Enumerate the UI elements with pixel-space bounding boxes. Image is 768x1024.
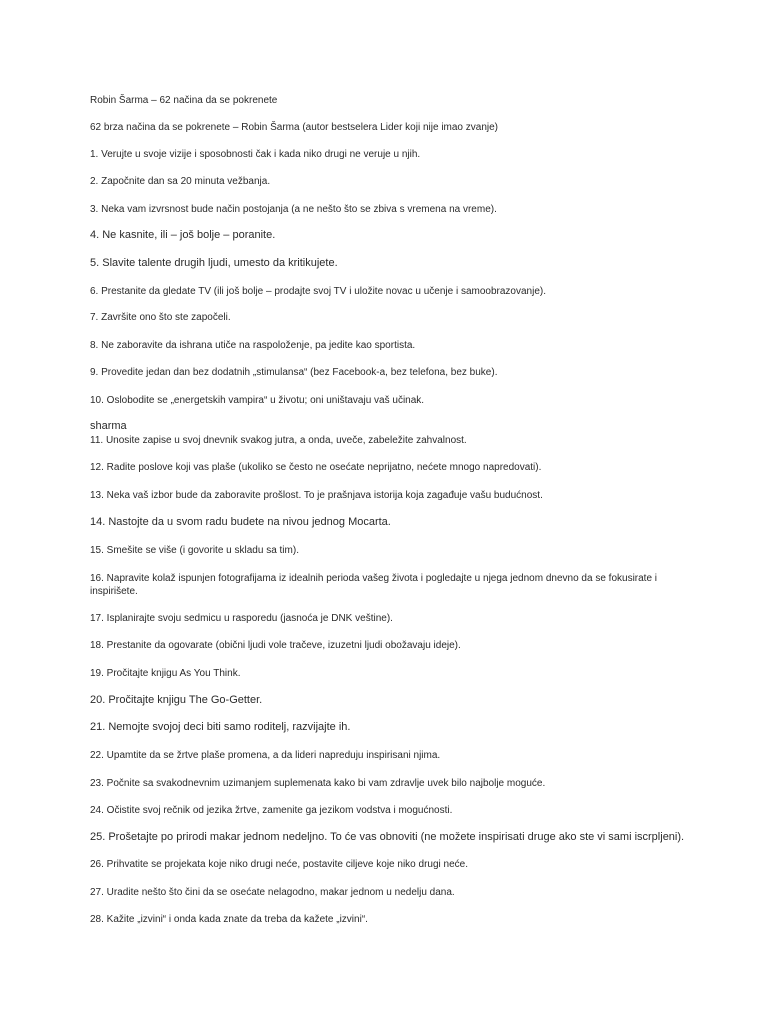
list-item: 26. Prihvatite se projekata koje niko drugi neće, postavite ciljeve koje niko drugi neće. (90, 859, 468, 870)
list-item: 10. Oslobodite se „energetskih vampira“ u životu; oni uništavaju vaš učinak. (90, 395, 425, 406)
list-item: 3. Neka vam izvrsnost bude način postojanja (a ne nešto što se zbiva s vremena na vreme). (90, 204, 497, 215)
list-item: 4. Ne kasnite, ili – još bolje – poranite. (90, 229, 276, 241)
document-title: Robin Šarma – 62 načina da se pokrenete (90, 95, 278, 106)
list-item: 27. Uradite nešto što čini da se osećate nelagodno, makar jednom u nedelju dana. (90, 887, 455, 898)
list-item: 11. Unosite zapise u svoj dnevnik svakog jutra, a onda, uveče, zabeležite zahvalnost. (90, 435, 467, 446)
list-item: 1. Verujte u svoje vizije i sposobnosti čak i kada niko drugi ne veruje u njih. (90, 149, 421, 160)
list-item: 13. Neka vaš izbor bude da zaboravite prošlost. To je prašnjava istorija koja zagađuje vašu budućnost. (90, 490, 543, 501)
list-item: 15. Smešite se više (i govorite u skladu sa tim). (90, 545, 299, 556)
list-item: 5. Slavite talente drugih ljudi, umesto da kritikujete. (90, 257, 338, 269)
list-item: 7. Završite ono što ste započeli. (90, 312, 231, 323)
list-item: 2. Započnite dan sa 20 minuta vežbanja. (90, 176, 271, 187)
list-item: 24. Očistite svoj rečnik od jezika žrtve, zamenite ga jezikom vodstva i mogućnosti. (90, 805, 453, 816)
list-item: 20. Pročitajte knjigu The Go-Getter. (90, 694, 263, 706)
list-item: 6. Prestanite da gledate TV (ili još bolje – prodajte svoj TV i uložite novac u učenje i samoobrazovanje). (90, 286, 546, 297)
list-item: 9. Provedite jedan dan bez dodatnih „stimulansa“ (bez Facebook-a, bez telefona, bez buke). (90, 367, 498, 378)
list-item: 21. Nemojte svojoj deci biti samo roditelj, razvijajte ih. (90, 721, 351, 733)
list-item: 16. Napravite kolaž ispunjen fotografijama iz idealnih perioda vašeg života i pogledajte u njega jednom dnevno da se fokusirate i inspirišete. (90, 573, 658, 597)
list-item: 28. Kažite „izvini“ i onda kada znate da treba da kažete „izvini“. (90, 914, 368, 925)
stray-label: sharma (90, 420, 127, 432)
list-item: 17. Isplanirajte svoju sedmicu u rasporedu (jasnoća je DNK veštine). (90, 613, 393, 624)
list-item: 22. Upamtite da se žrtve plaše promena, a da lideri napreduju inspirisani njima. (90, 750, 441, 761)
list-item: 23. Počnite sa svakodnevnim uzimanjem suplemenata kako bi vam zdravlje uvek bilo najbolje moguće. (90, 778, 546, 789)
list-item: 19. Pročitajte knjigu As You Think. (90, 668, 241, 679)
list-item: 18. Prestanite da ogovarate (obični ljudi vole tračeve, izuzetni ljudi obožavaju ideje). (90, 640, 461, 651)
list-item: 8. Ne zaboravite da ishrana utiče na raspoloženje, pa jedite kao sportista. (90, 340, 416, 351)
list-item: 14. Nastojte da u svom radu budete na nivou jednog Mocarta. (90, 516, 391, 528)
list-item: 25. Prošetajte po prirodi makar jednom nedeljno. To će vas obnoviti (ne možete inspirisati druge ako ste vi sami iscrpljeni). (90, 831, 685, 843)
list-item: 12. Radite poslove koji vas plaše (ukoliko se često ne osećate neprijatno, nećete mnogo napredovati). (90, 462, 542, 473)
document-subtitle: 62 brza načina da se pokrenete – Robin Šarma (autor bestselera Lider koji nije imao zvanje) (90, 122, 499, 133)
